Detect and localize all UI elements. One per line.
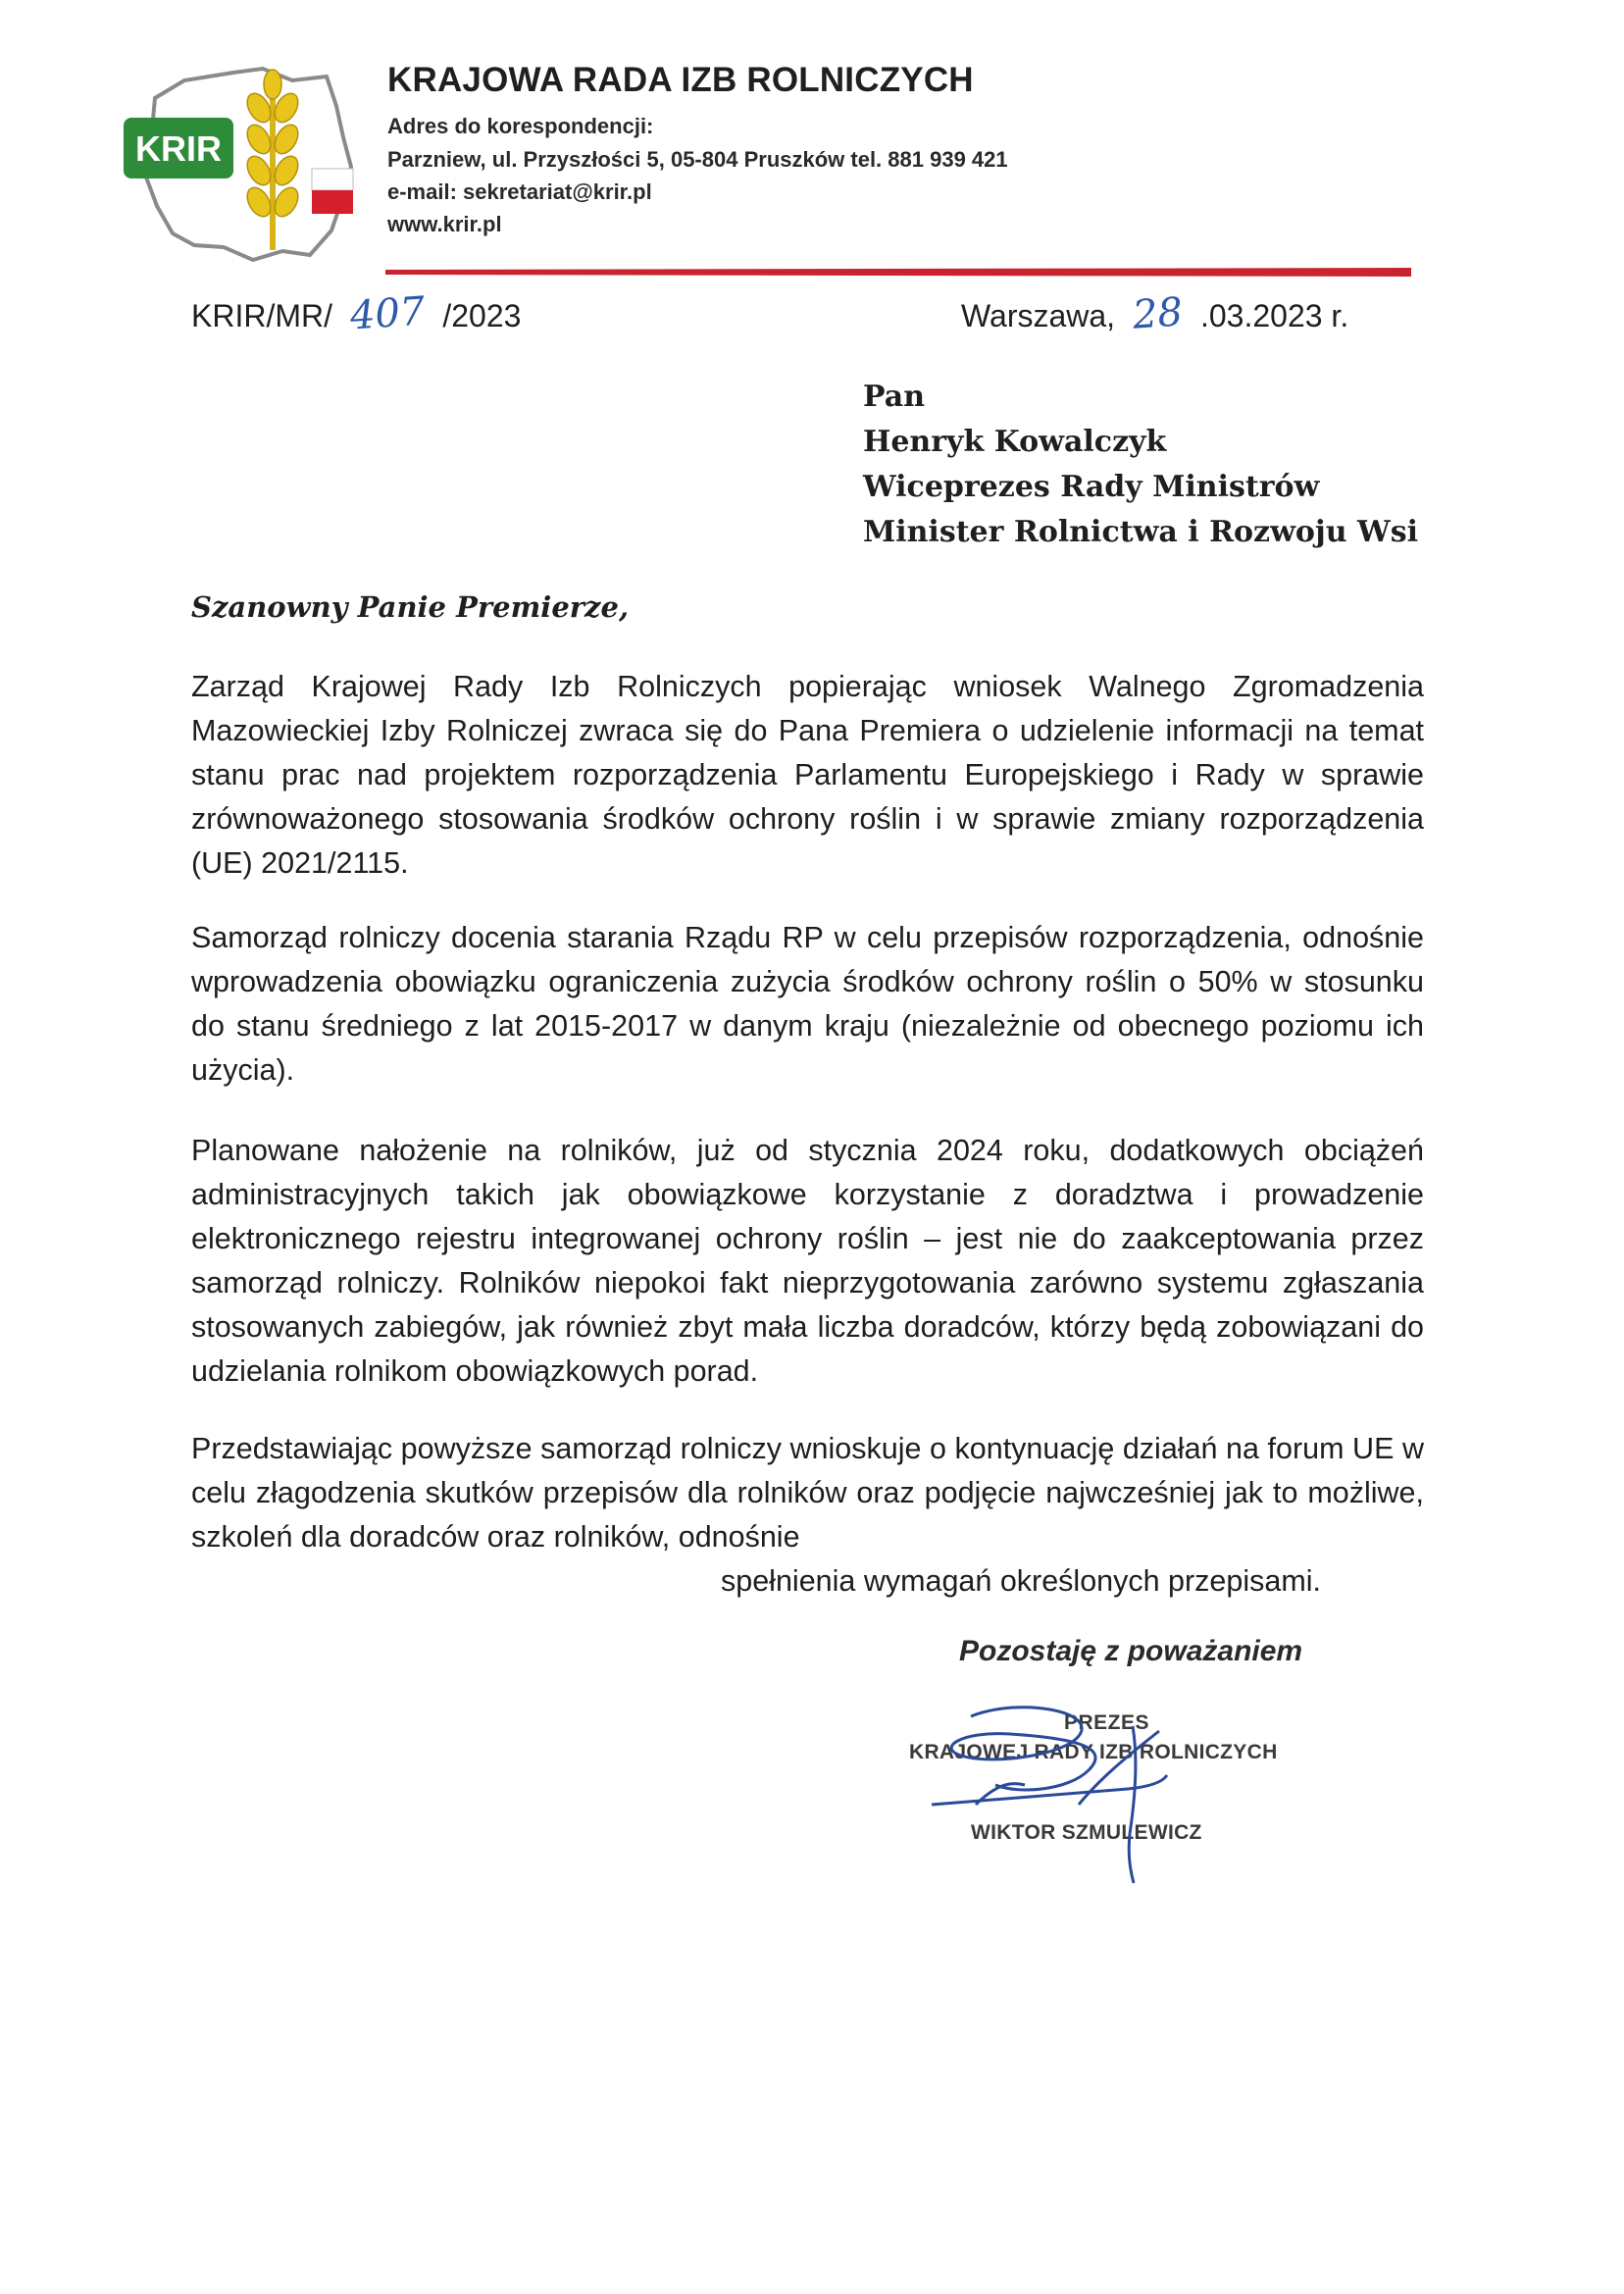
org-name: KRAJOWA RADA IZB ROLNICZYCH: [387, 61, 974, 99]
addressee-title: Wiceprezes Rady Ministrów: [863, 470, 1320, 504]
paragraph: Planowane nałożenie na rolników, już od stycznia 2024 roku, dodatkowych obciążeń administracyjnych takich jak obowiązkowe korzystanie z doradztwa i prowadzenie elektronicznego rejestru integrowanej ochrony roślin – jest nie do zaakceptowania przez samorząd rolniczy. Rolników niepokoi fakt nieprzygotowania zarówno systemu zgłaszania stosowanych zabiegów, jak również zbyt mała liczba doradców, którzy będą zobowiązani do udzielania rolnikom obowiązkowych porad.: [191, 1134, 1424, 1388]
stamp-org: KRAJOWEJ RADY IZB ROLNICZYCH: [909, 1741, 1278, 1763]
reference-prefix: KRIR/MR/: [191, 298, 332, 333]
email-line: e-mail: sekretariat@krir.pl: [387, 179, 652, 204]
letterhead-rule: [385, 268, 1411, 277]
paragraph: Zarząd Krajowej Rady Izb Rolniczych popierając wniosek Walnego Zgromadzenia Mazowieckiej Izby Rolniczej zwraca się do Pana Premiera o udzielenie informacji na temat stanu prac nad projektem rozporządzenia Parlamentu Europejskiego i Rady w sprawie zrównoważonego stosowania środków ochrony roślin i w sprawie zmiany rozporządzenia (UE) 2021/2115.: [191, 670, 1424, 880]
addressee-line: Pan: [863, 380, 926, 414]
reference-suffix: /2023: [442, 298, 522, 333]
paragraph: Samorząd rolniczy docenia starania Rządu RP w celu przepisów rozporządzenia, odnośnie wprowadzenia obowiązku ograniczenia zużycia środków ochrony roślin o 50% w stosunku do stanu średniego z lat 2015-2017 w danym kraju (niezależnie od obecnego poziomu ich użycia).: [191, 921, 1424, 1087]
krir-logo: [116, 59, 371, 275]
address-heading: Adres do korespondencji:: [387, 114, 654, 138]
addressee-block: [863, 375, 1418, 555]
website-line: www.krir.pl: [387, 212, 502, 236]
stamp-title: PREZES: [1064, 1711, 1150, 1734]
letter-date: [961, 291, 1348, 336]
logo-text: KRIR: [135, 128, 222, 169]
date-prefix: Warszawa,: [961, 298, 1116, 333]
reference-number: [191, 288, 522, 339]
paragraph-main: Przedstawiając powyższe samorząd rolniczy wnioskuje o kontynuację działań na forum UE w celu złagodzenia skutków przepisów dla rolników oraz podjęcie najwcześniej jak to możliwe, szkoleń dla doradców oraz rolników, odnośnie: [191, 1432, 1424, 1554]
addressee-name: Henryk Kowalczyk: [863, 425, 1167, 459]
date-suffix: .03.2023 r.: [1199, 298, 1349, 333]
closing-phrase: Pozostaję z poważaniem: [959, 1635, 1303, 1667]
addressee-title: Minister Rolnictwa i Rozwoju Wsi: [863, 515, 1419, 549]
paragraph: [191, 1427, 1424, 1604]
reference-handwritten-number: 407: [348, 288, 427, 339]
address-line: Parzniew, ul. Przyszłości 5, 05-804 Pruszków tel. 881 939 421: [387, 147, 1008, 172]
salutation: Szanowny Panie Premierze,: [191, 590, 630, 624]
date-handwritten-day: 28: [1131, 289, 1185, 338]
stamp-name: WIKTOR SZMULEWICZ: [971, 1821, 1202, 1844]
paragraph-last-line: spełnienia wymagań określonych przepisami.: [721, 1564, 1321, 1598]
